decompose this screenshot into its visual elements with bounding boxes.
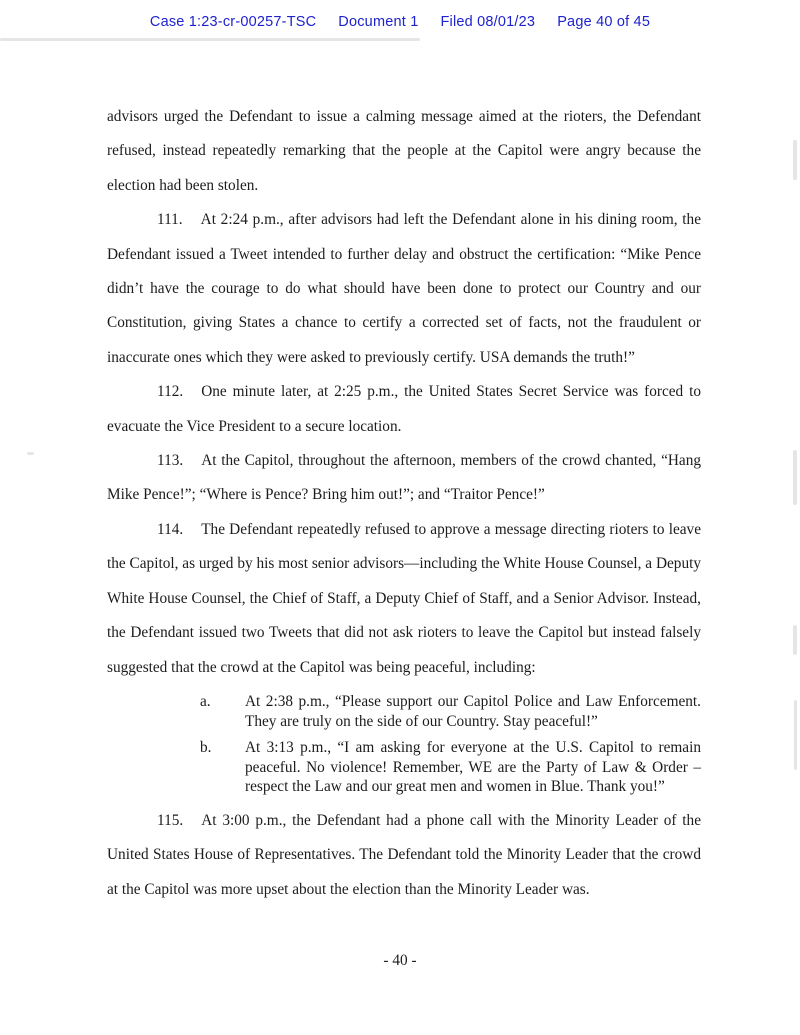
paragraph-113 <box>107 444 701 513</box>
sub-item-text: At 2:38 p.m., “Please support our Capitol Police and Law Enforcement. They are truly on the side of our Country. Stay peaceful!” <box>245 692 701 730</box>
court-stamp-header <box>0 14 800 30</box>
paragraph-112 <box>107 375 701 444</box>
paragraph-number: 112. <box>157 383 184 401</box>
page-number-footer: - 40 - <box>383 952 417 969</box>
paragraph-text: The Defendant repeatedly refused to approve a message directing rioters to leave the Capitol, as urged by his most senior advisors—including the White House Counsel, a Deputy White House Counsel, the Chief of Staff, a Deputy Chief of Staff, and a Senior Advisor. Instead, the Defendant issued two Tweets that did not ask rioters to leave the Capitol but instead falsely suggested that the crowd at the Capitol was being peaceful, including: <box>107 520 701 676</box>
filed-date: Filed 08/01/23 <box>440 14 536 30</box>
paragraph-number: 113. <box>157 452 184 470</box>
scan-artifact <box>793 140 797 180</box>
sub-item-b <box>200 738 701 797</box>
paragraph-number: 114. <box>157 520 184 538</box>
scan-artifact <box>0 38 420 41</box>
scan-artifact <box>27 452 34 455</box>
scan-artifact <box>793 450 797 505</box>
document-number: Document 1 <box>338 14 419 30</box>
case-number: Case 1:23-cr-00257-TSC <box>149 14 317 30</box>
sub-item-a <box>200 692 701 731</box>
paragraph-number: 115. <box>157 811 184 829</box>
document-body <box>107 100 701 907</box>
sub-item-label: a. <box>200 692 211 710</box>
paragraph-114 <box>107 513 701 685</box>
scan-artifact <box>793 625 797 655</box>
sub-item-label: b. <box>200 739 212 757</box>
paragraph-111 <box>107 203 701 375</box>
paragraph-text: At 3:00 p.m., the Defendant had a phone call with the Minority Leader of the United States House of Representatives. The Defendant told the Minority Leader that the crowd at the Capitol was more upset about the election than the Minority Leader was. <box>107 811 701 898</box>
paragraph-text: One minute later, at 2:25 p.m., the United States Secret Service was forced to evacuate the Vice President to a secure location. <box>107 383 701 435</box>
paragraph-text: At 2:24 p.m., after advisors had left the Defendant alone in his dining room, the Defendant issued a Tweet intended to further delay and obstruct the certification: “Mike Pence didn’t have the courage to do what should have been done to protect our Country and our Constitution, giving States a chance to certify a corrected set of facts, not the fraudulent or inaccurate ones which they were asked to previously certify. USA demands the truth!” <box>107 211 701 366</box>
scan-artifact <box>794 700 797 770</box>
paragraph-number: 111. <box>157 211 183 229</box>
paragraph-115 <box>107 804 701 907</box>
sub-item-text: At 3:13 p.m., “I am asking for everyone at the U.S. Capitol to remain peaceful. No violence! Remember, WE are the Party of Law & Order – respect the Law and our great men and women in Blue. Thank you!” <box>245 739 701 796</box>
paragraph-continuation: advisors urged the Defendant to issue a calming message aimed at the rioters, the Defendant refused, instead repeatedly remarking that the people at the Capitol were angry because the election had been stolen. <box>107 108 701 194</box>
paragraph-text: At the Capitol, throughout the afternoon, members of the crowd chanted, “Hang Mike Pence!”; “Where is Pence? Bring him out!”; and “Traitor Pence!” <box>107 452 701 504</box>
page-of-pages: Page 40 of 45 <box>557 14 651 30</box>
